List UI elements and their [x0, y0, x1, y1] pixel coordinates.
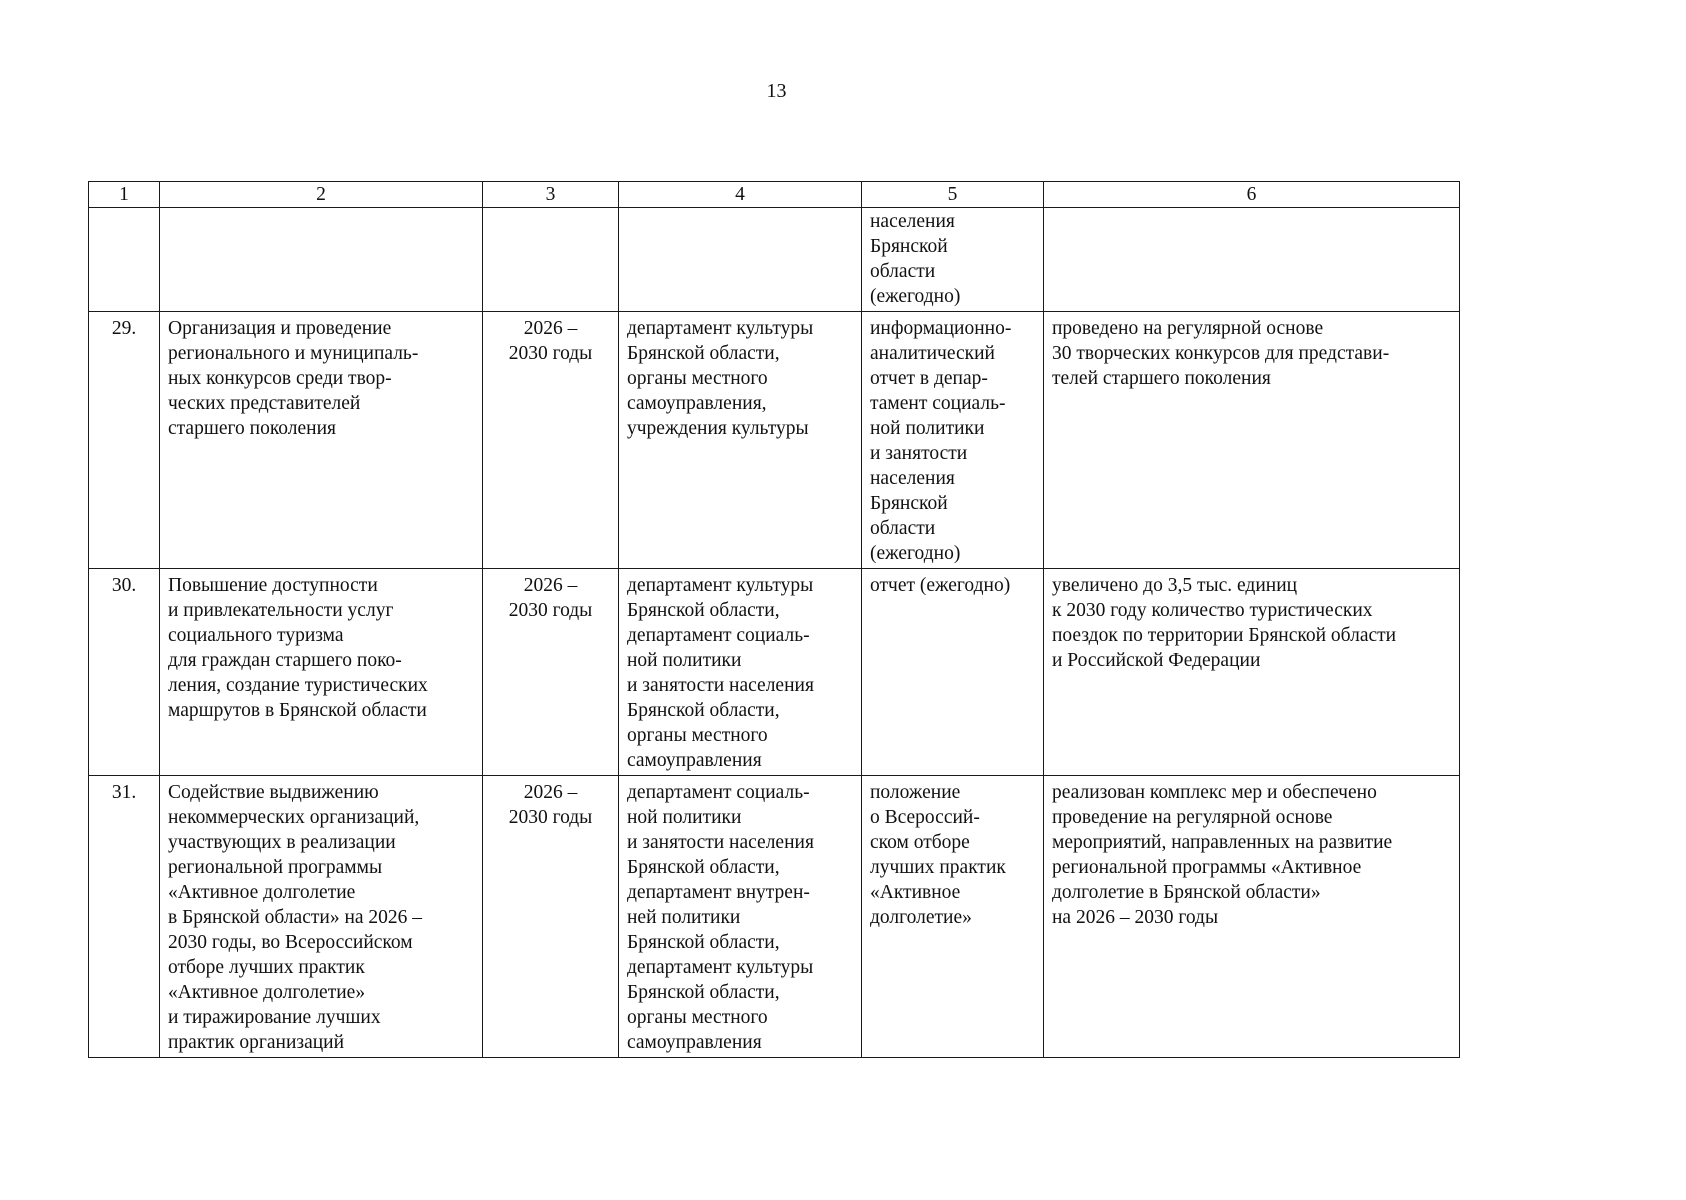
table-row	[89, 312, 1460, 569]
row-number-cell: 29.	[89, 312, 160, 569]
measure-cell	[160, 208, 483, 312]
row-number-cell: 31.	[89, 776, 160, 1058]
control-form-cell: населения Брянской области (ежегодно)	[862, 208, 1044, 312]
result-cell: проведено на регулярной основе 30 творческих конкурсов для представи- телей старшего поколения	[1044, 312, 1460, 569]
period-cell	[483, 208, 619, 312]
column-header: 2	[160, 182, 483, 208]
result-cell	[1044, 208, 1460, 312]
period-cell: 2026 – 2030 годы	[483, 776, 619, 1058]
executors-cell: департамент социаль- ной политики и занятости населения Брянской области, департамент внутрен- ней политики Брянской области, департамент культуры Брянской области, органы местного самоуправления	[619, 776, 862, 1058]
executors-cell: департамент культуры Брянской области, департамент социаль- ной политики и занятости населения Брянской области, органы местного самоуправления	[619, 569, 862, 776]
table-row	[89, 569, 1460, 776]
column-header: 4	[619, 182, 862, 208]
control-form-cell: информационно- аналитический отчет в депар- тамент социаль- ной политики и занятости населения Брянской области (ежегодно)	[862, 312, 1044, 569]
row-number-cell: 30.	[89, 569, 160, 776]
page-number: 13	[766, 80, 787, 102]
executors-cell	[619, 208, 862, 312]
result-cell: реализован комплекс мер и обеспечено проведение на регулярной основе мероприятий, направленных на развитие региональной программы «Активное долголетие в Брянской области» на 2026 – 2030 годы	[1044, 776, 1460, 1058]
table-header-row	[89, 182, 1460, 208]
column-header: 1	[89, 182, 160, 208]
column-header: 6	[1044, 182, 1460, 208]
row-number-cell	[89, 208, 160, 312]
measure-cell: Содействие выдвижению некоммерческих организаций, участвующих в реализации региональной программы «Активное долголетие в Брянской области» на 2026 – 2030 годы, во Всероссийском отборе лучших практик «Активное долголетие» и тиражирование лучших практик организаций	[160, 776, 483, 1058]
control-form-cell: отчет (ежегодно)	[862, 569, 1044, 776]
measure-cell: Повышение доступности и привлекательности услуг социального туризма для граждан старшего поко- ления, создание туристических маршрутов в Брянской области	[160, 569, 483, 776]
result-cell: увеличено до 3,5 тыс. единиц к 2030 году количество туристических поездок по территории Брянской области и Российской Федерации	[1044, 569, 1460, 776]
table-row	[89, 208, 1460, 312]
measure-cell: Организация и проведение регионального и муниципаль- ных конкурсов среди твор- ческих представителей старшего поколения	[160, 312, 483, 569]
column-header: 5	[862, 182, 1044, 208]
control-form-cell: положение о Всероссий- ском отборе лучших практик «Активное долголетие»	[862, 776, 1044, 1058]
period-cell: 2026 – 2030 годы	[483, 312, 619, 569]
period-cell: 2026 – 2030 годы	[483, 569, 619, 776]
column-header: 3	[483, 182, 619, 208]
measures-table	[88, 181, 1460, 1058]
table-row	[89, 776, 1460, 1058]
executors-cell: департамент культуры Брянской области, органы местного самоуправления, учреждения культуры	[619, 312, 862, 569]
